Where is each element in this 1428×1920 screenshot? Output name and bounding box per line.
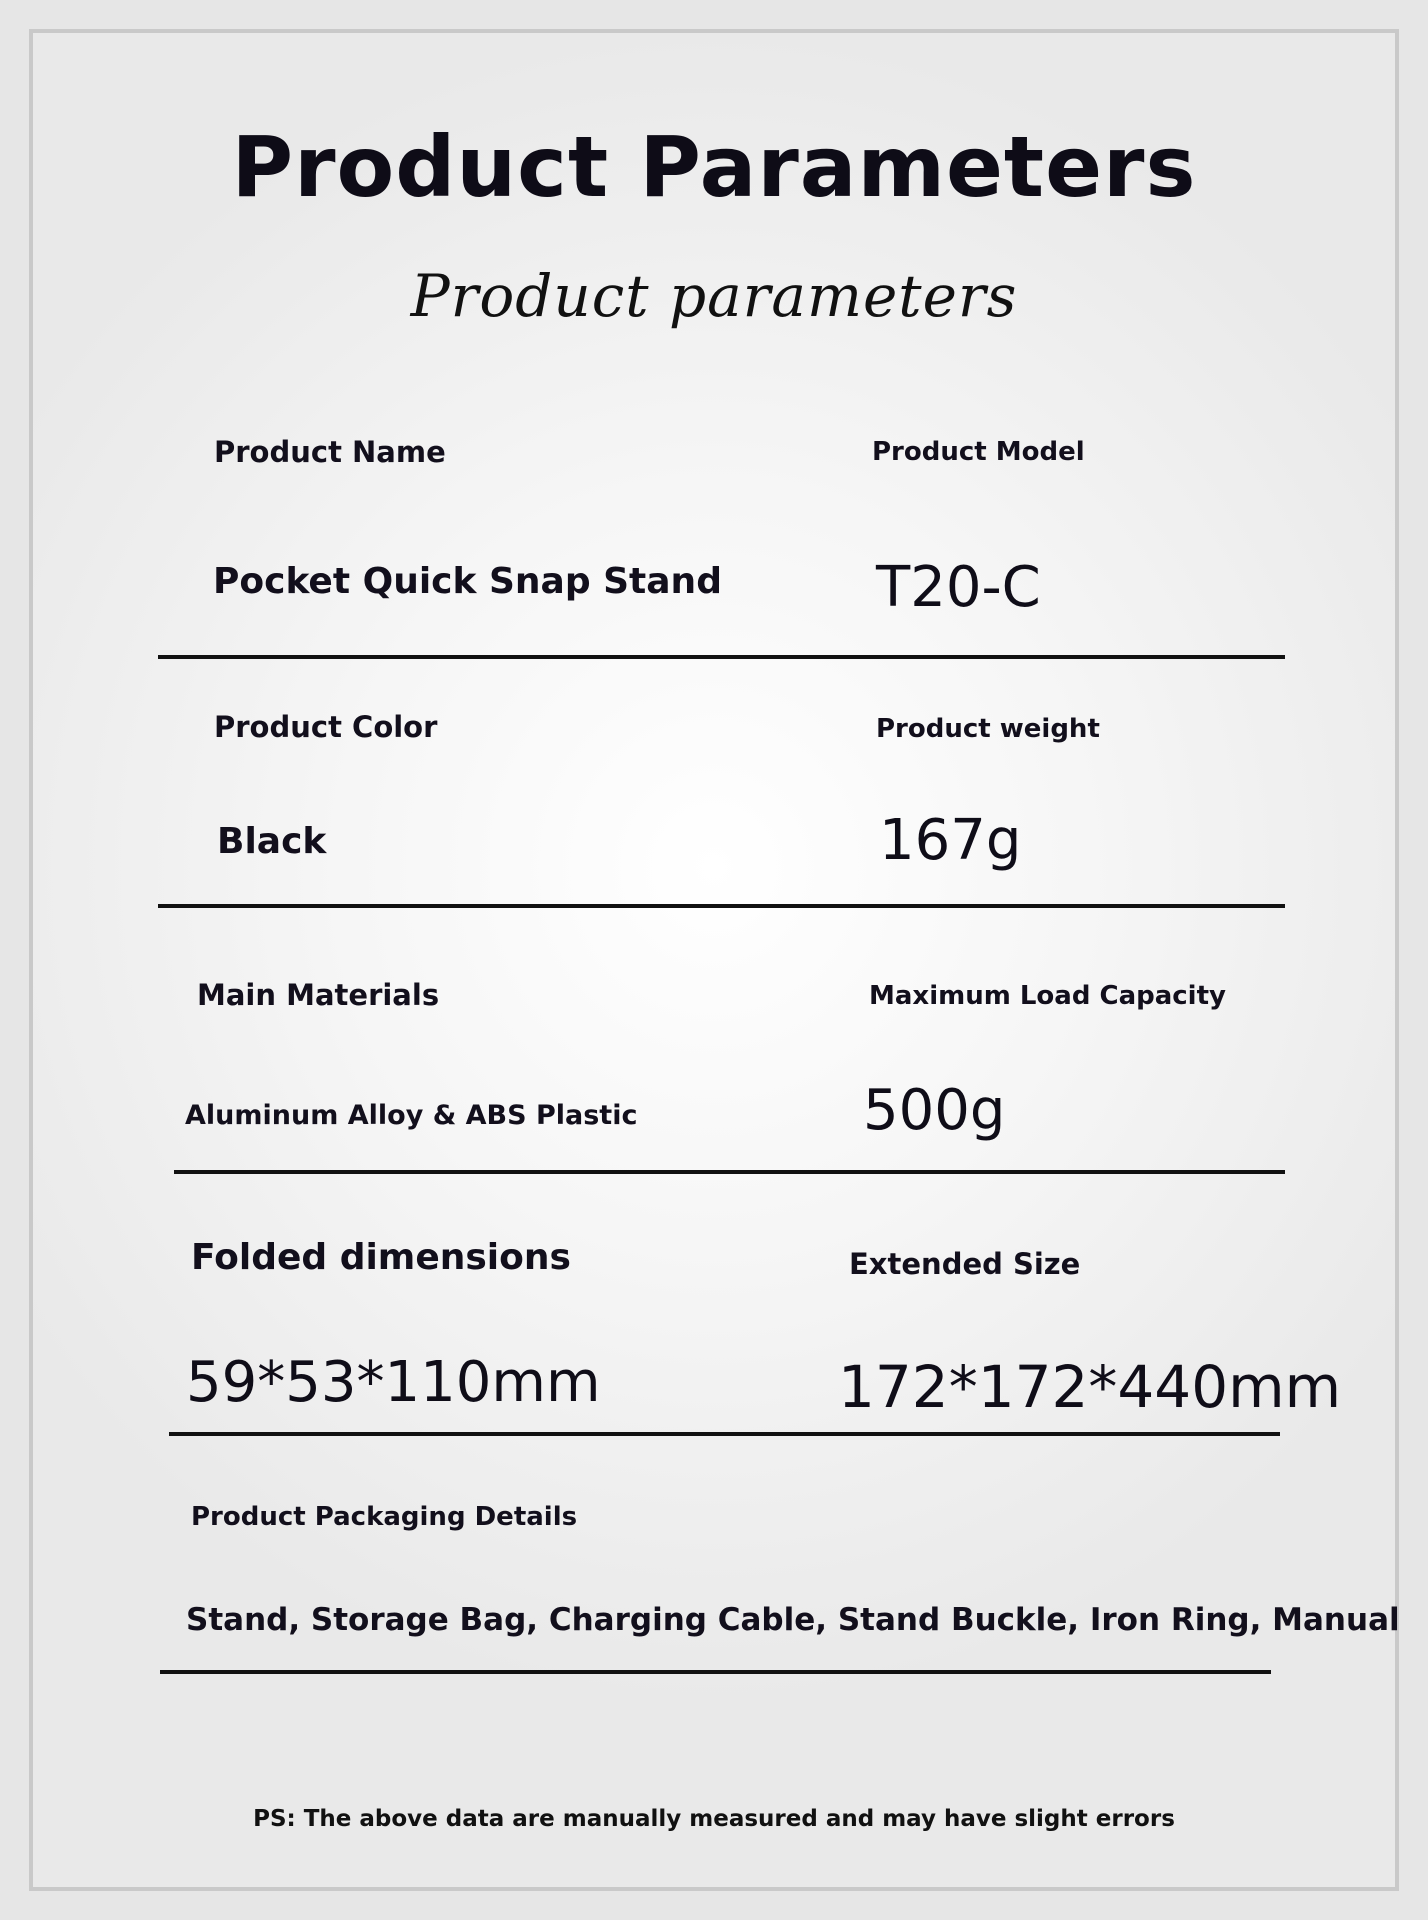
product-color-value: Black bbox=[217, 821, 327, 862]
divider-1 bbox=[158, 655, 1285, 659]
product-name-value: Pocket Quick Snap Stand bbox=[213, 561, 722, 602]
max-load-value: 500g bbox=[863, 1078, 1006, 1143]
main-materials-label: Main Materials bbox=[197, 978, 440, 1012]
product-weight-label: Product weight bbox=[876, 714, 1100, 744]
extended-size-value: 172*172*440mm bbox=[838, 1353, 1342, 1421]
product-name-label: Product Name bbox=[214, 435, 446, 469]
divider-2 bbox=[158, 904, 1285, 908]
page-subtitle: Product parameters bbox=[410, 262, 1018, 330]
page-title: Product Parameters bbox=[231, 118, 1197, 216]
divider-5 bbox=[160, 1670, 1271, 1674]
product-color-label: Product Color bbox=[214, 710, 438, 744]
main-materials-value: Aluminum Alloy & ABS Plastic bbox=[185, 1100, 638, 1131]
extended-size-label: Extended Size bbox=[849, 1247, 1081, 1281]
divider-4 bbox=[169, 1432, 1280, 1436]
product-model-label: Product Model bbox=[872, 437, 1085, 467]
product-weight-value: 167g bbox=[879, 808, 1022, 873]
footer-note: PS: The above data are manually measured and may have slight errors bbox=[253, 1806, 1175, 1832]
product-model-value: T20-C bbox=[876, 555, 1041, 620]
folded-dimensions-value: 59*53*110mm bbox=[186, 1350, 601, 1415]
divider-3 bbox=[174, 1170, 1285, 1174]
folded-dimensions-label: Folded dimensions bbox=[191, 1237, 571, 1278]
packaging-label: Product Packaging Details bbox=[191, 1502, 578, 1532]
max-load-label: Maximum Load Capacity bbox=[869, 981, 1226, 1011]
packaging-value: Stand, Storage Bag, Charging Cable, Stand Buckle, Iron Ring, Manual bbox=[186, 1602, 1400, 1638]
